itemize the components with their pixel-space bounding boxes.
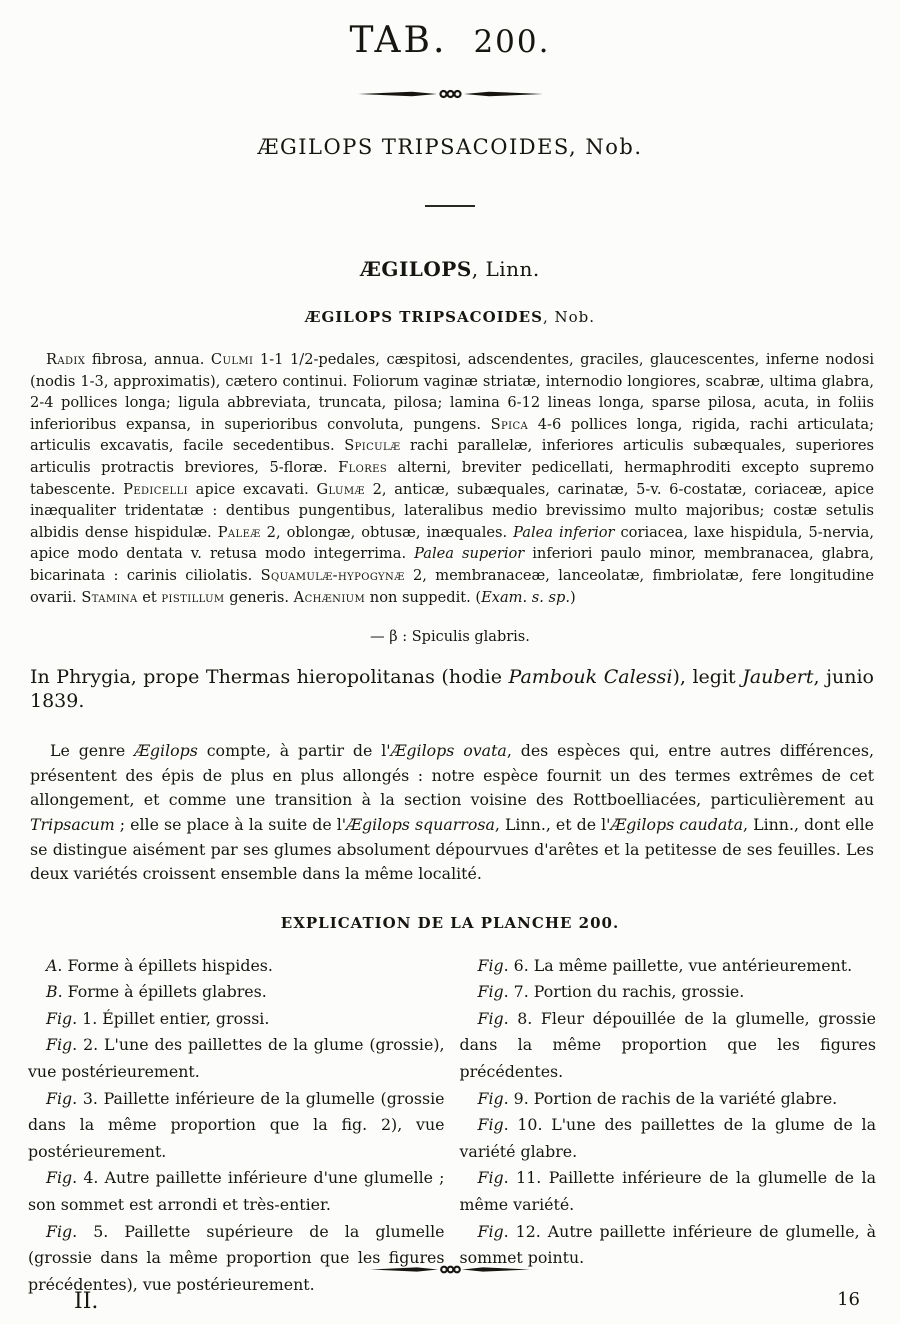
figure-entry-9: Fig. 9. Portion de rachis de la variété glabre. bbox=[477, 1088, 838, 1108]
tab-number: 200. bbox=[473, 24, 551, 60]
figure-column-right bbox=[460, 953, 877, 1299]
figure-entry-2: Fig. 2. L'une des paillettes de la glume (grossie), vue postérieurement. bbox=[28, 1035, 445, 1082]
figure-entry-b: B. Forme à épillets glabres. bbox=[46, 982, 267, 1002]
figure-entry-6: Fig. 6. La même paillette, vue antérieurement. bbox=[477, 955, 853, 975]
figure-entry-5: Fig. 5. Paillette supérieure de la glumelle (grossie dans la même proportion que les figures précédentes), vue postérieurement. bbox=[28, 1221, 445, 1294]
species-main-title: ÆGILOPS TRIPSACOIDES, Nob. bbox=[257, 135, 643, 159]
figure-entry-3: Fig. 3. Paillette inférieure de la glumelle (grossie dans la même proportion que la fig. 2), vue postérieurement. bbox=[28, 1088, 445, 1161]
species-subheading: ÆGILOPS TRIPSACOIDES, Nob. bbox=[304, 308, 596, 326]
figure-entry-1: Fig. 1. Épillet entier, grossi. bbox=[46, 1008, 270, 1028]
ornamental-divider-top bbox=[0, 87, 900, 101]
figure-entry-12: Fig. 12. Autre paillette inférieure de glumelle, à sommet pointu. bbox=[459, 1221, 876, 1268]
plate-explanation-heading: EXPLICATION DE LA PLANCHE 200. bbox=[280, 913, 620, 932]
figure-entry-4: Fig. 4. Autre paillette inférieure d'une glumelle ; son sommet est arrondi et très-entier. bbox=[28, 1168, 445, 1215]
figure-entry-8: Fig. 8. Fleur dépouillée de la glumelle, grossie dans la même proportion que les figures précédentes. bbox=[459, 1008, 876, 1082]
swelled-rule-ornament-icon bbox=[358, 87, 543, 101]
genus-heading: ÆGILOPS, Linn. bbox=[360, 257, 540, 281]
swelled-rule-ornament-icon bbox=[370, 1263, 530, 1276]
volume-number: II. bbox=[74, 1289, 99, 1314]
beta-variety-note: — β : Spiculis glabris. bbox=[370, 629, 530, 646]
plate-number-title bbox=[0, 0, 900, 61]
page-number: 16 bbox=[837, 1289, 860, 1310]
tab-label: TAB. bbox=[349, 20, 448, 61]
locality-collection-line: In Phrygia, prope Thermas hieropolitanas (hodie Pambouk Calessi), legit Jaubert, junio 1839. bbox=[30, 666, 874, 713]
french-commentary-paragraph: Le genre Ægilops compte, à partir de l'Ægilops ovata, des espèces qui, entre autres différences, présentent des épis de plus en plus allongés : notre espèce fournit un des termes extrêmes de cet allongement, et comme une transition à la section voisine des Rottboelliacées, particulièrement au Tripsacum ; elle se place à la suite de l'Ægilops squarrosa, Linn., et de l'Ægilops caudata, Linn., dont elle se distingue aisément par ses glumes absolument dépourvues d'arêtes et la petitesse de ses feuilles. Les deux variétés croissent ensemble dans la même localité. bbox=[30, 741, 875, 884]
figure-column-left bbox=[28, 953, 445, 1299]
latin-diagnosis-paragraph: Radix fibrosa, annua. Culmi 1-1 1/2-pedales, cæspitosi, adscendentes, graciles, glaucescentes, inferne nodosi (nodis 1-3, approximatis), cætero continui. Foliorum vaginæ striatæ, internodio longiores, scabræ, ultima glabra, 2-4 pollices longa; ligula abbreviata, truncata, pilosa; lamina 6-12 lineas longa, sparse pilosa, acuta, in foliis inferioribus expansa, in superioribus convoluta, pungens. Spica 4-6 pollices longa, rigida, rachi articulata; articulis excavatis, facile secedentibus. Spiculæ rachi parallelæ, inferiores articulis subæquales, superiores articulis protractis breviores, 5-floræ. Flores alterni, breviter pedicellati, hermaphroditi excepto supremo tabescente. Pedicelli apice excavati. Glumæ 2, anticæ, subæquales, carinatæ, 5-v. 6-costatæ, coriaceæ, apice inæqualiter tridentatæ : dentibus pungentibus, lateralibus medio brevissimo multo majoribus; costæ setulis albidis dense hispidulæ. Paleæ 2, oblongæ, obtusæ, inæquales. Palea inferior coriacea, laxe hispidula, 5-nervia, apice modo dentata v. retusa modo integerrima. Palea superior inferiori paulo minor, membranacea, glabra, bicarinata : carinis ciliolatis. Squamulæ-hypogynæ 2, membranaceæ, lanceolatæ, fimbriolatæ, fere longitudine ovarii. Stamina et pistillum generis. Achænium non suppedit. (Exam. s. sp.) bbox=[30, 351, 875, 606]
ornamental-divider-bottom bbox=[0, 1263, 900, 1276]
figure-entry-7: Fig. 7. Portion du rachis, grossie. bbox=[477, 982, 745, 1002]
figure-entry-10: Fig. 10. L'une des paillettes de la glume de la variété glabre. bbox=[459, 1115, 876, 1161]
figure-entry-11: Fig. 11. Paillette inférieure de la glumelle de la même variété. bbox=[459, 1168, 876, 1215]
figure-entry-a: A. Forme à épillets hispides. bbox=[46, 955, 273, 975]
section-rule bbox=[425, 205, 475, 207]
figure-explanations bbox=[28, 953, 876, 1299]
